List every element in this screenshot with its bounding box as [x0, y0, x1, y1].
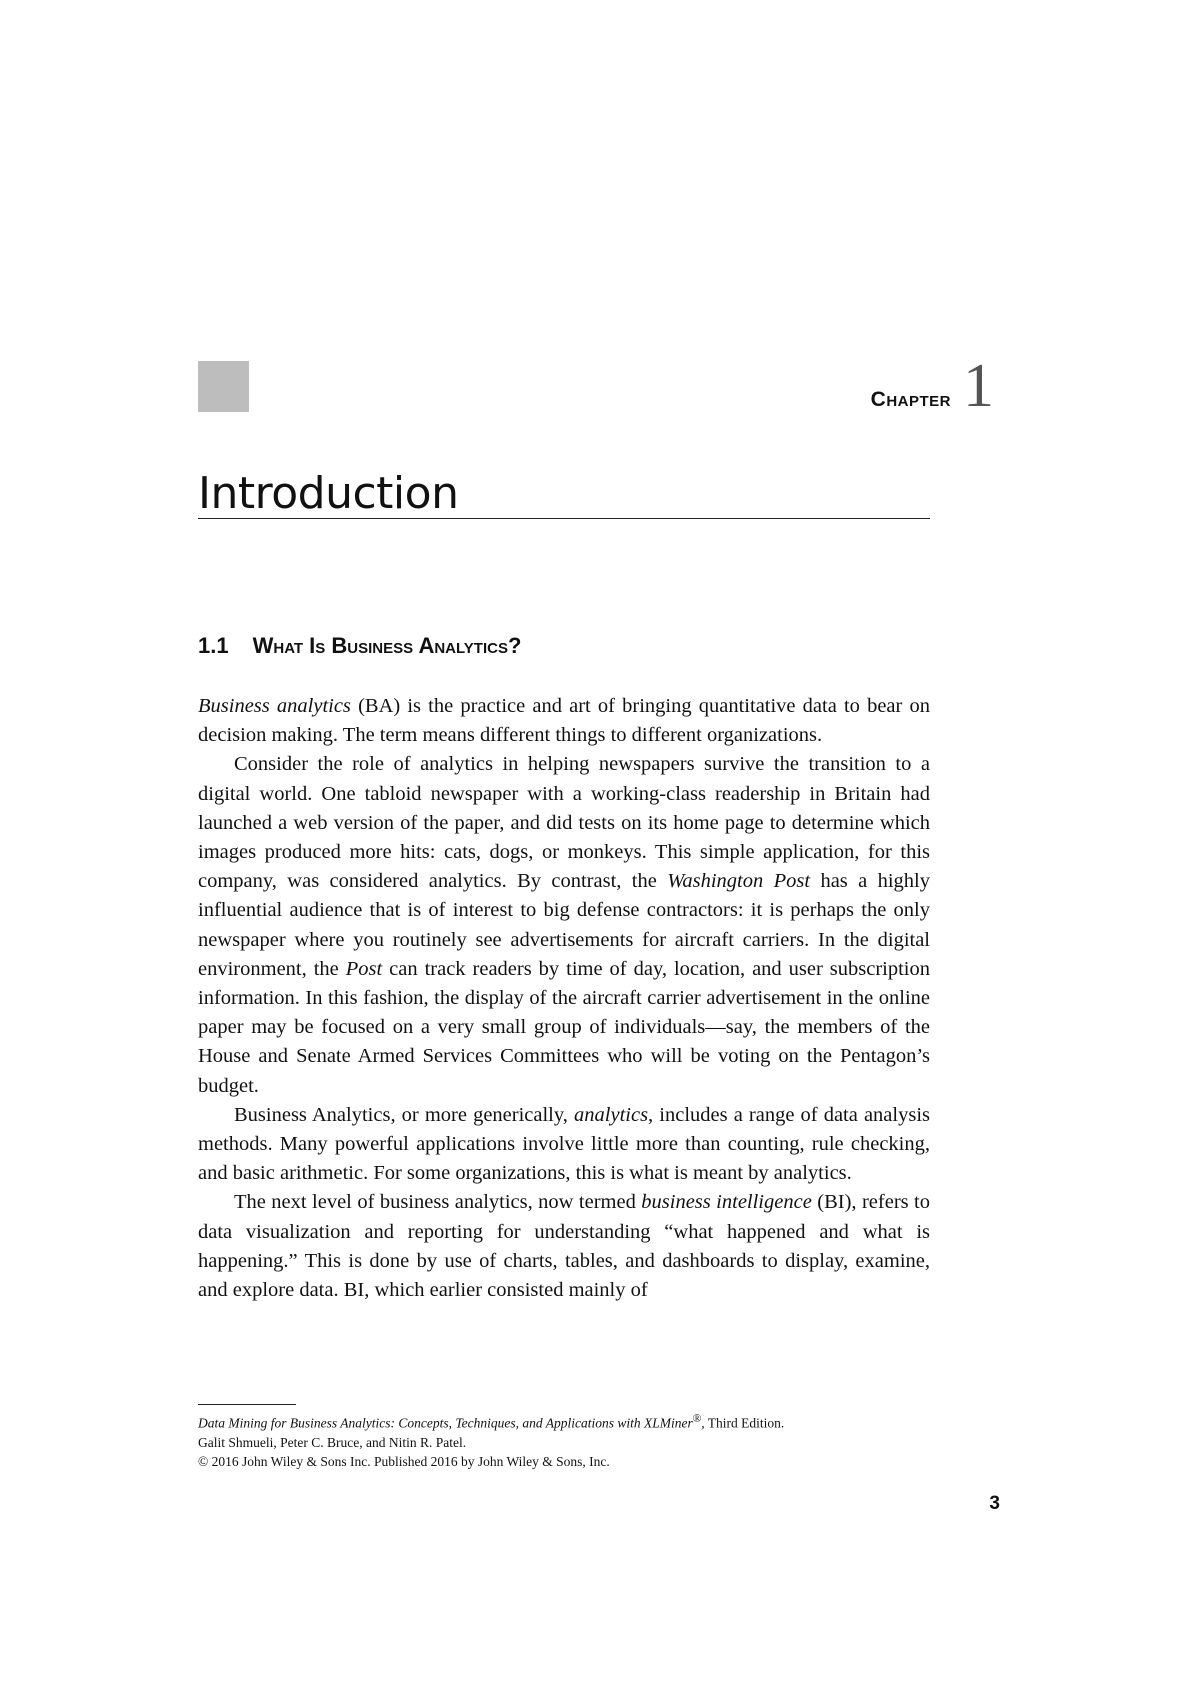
section-number: 1.1 [198, 633, 229, 658]
footnote-authors: Galit Shmueli, Peter C. Bruce, and Nitin R. Patel. [198, 1434, 467, 1450]
paragraph-1 [198, 692, 930, 750]
term-business-intelligence: business intelligence [641, 1191, 812, 1214]
footnote-line-1 [198, 1410, 930, 1433]
term-post: Post [345, 957, 383, 980]
paragraph-3-text-b: , includes a range of data analysis methods. Many powerful applications involve little more than counting, rule checking, and basic arithmetic. For some organizations, this is what is meant by analytics. [198, 1103, 930, 1185]
footnote-edition: , Third Edition. [701, 1415, 785, 1431]
term-washington-post: Washington Post [667, 870, 811, 893]
paragraph-1-text: (BA) is the practice and art of bringing quantitative data to bear on decision making. The term means different things to different organizations. [198, 695, 930, 747]
chapter-number: 1 [963, 352, 994, 420]
paragraph-4 [198, 1188, 930, 1305]
footnote [198, 1410, 930, 1471]
chapter-title: Introduction [198, 472, 930, 519]
body-text [198, 692, 930, 1305]
section-title: What Is Business Analytics? [252, 633, 522, 658]
paragraph-4-text-a: The next level of business analytics, now termed [234, 1191, 642, 1214]
paragraph-3 [198, 1101, 930, 1189]
paragraph-2-text-b: has a highly influential audience that is of interest to big defense contractors: it is perhaps the only newspaper where you routinely see advertisements for aircraft carriers. In the digital environment, the [198, 870, 931, 980]
term-analytics: analytics [574, 1103, 649, 1126]
registered-mark: ® [692, 1413, 702, 1425]
chapter-heading [870, 352, 994, 420]
term-business-analytics: Business analytics [198, 695, 351, 717]
paragraph-2 [198, 750, 930, 1100]
paragraph-4-text-b: (BI), refers to data visualization and reporting for understanding “what happened and what is happening.” This is done by use of charts, tables, and dashboards to display, examine, and explore data. BI, which earlier consisted mainly of [198, 1191, 931, 1302]
paragraph-2-text-c: can track readers by time of day, location, and user subscription information. In this fashion, the display of the aircraft carrier advertisement in the online paper may be focused on a very small group of individuals—say, the members of the House and Senate Armed Services Committees who will be voting on the Pentagon’s budget. [198, 957, 930, 1097]
paragraph-3-text-a: Business Analytics, or more generically, [234, 1103, 575, 1126]
chapter-marker-square [198, 361, 249, 412]
chapter-label: Chapter [870, 388, 951, 411]
paragraph-2-text-a: Consider the role of analytics in helping newspapers survive the transition to a digital world. One tabloid newspaper with a working-class readership in Britain had launched a web version of the paper, and did tests on its home page to determine which images produced more hits: cats, dogs, or monkeys. This simple application, for this company, was considered analytics. By contrast, the [198, 753, 930, 893]
page-number: 3 [989, 1493, 1000, 1514]
footnote-divider [198, 1404, 296, 1405]
footnote-book-title: Data Mining for Business Analytics: Concepts, Techniques, and Applications with XLMiner [198, 1415, 693, 1431]
section-heading [198, 633, 521, 659]
footnote-copyright: © 2016 John Wiley & Sons Inc. Published 2016 by John Wiley & Sons, Inc. [198, 1453, 610, 1469]
